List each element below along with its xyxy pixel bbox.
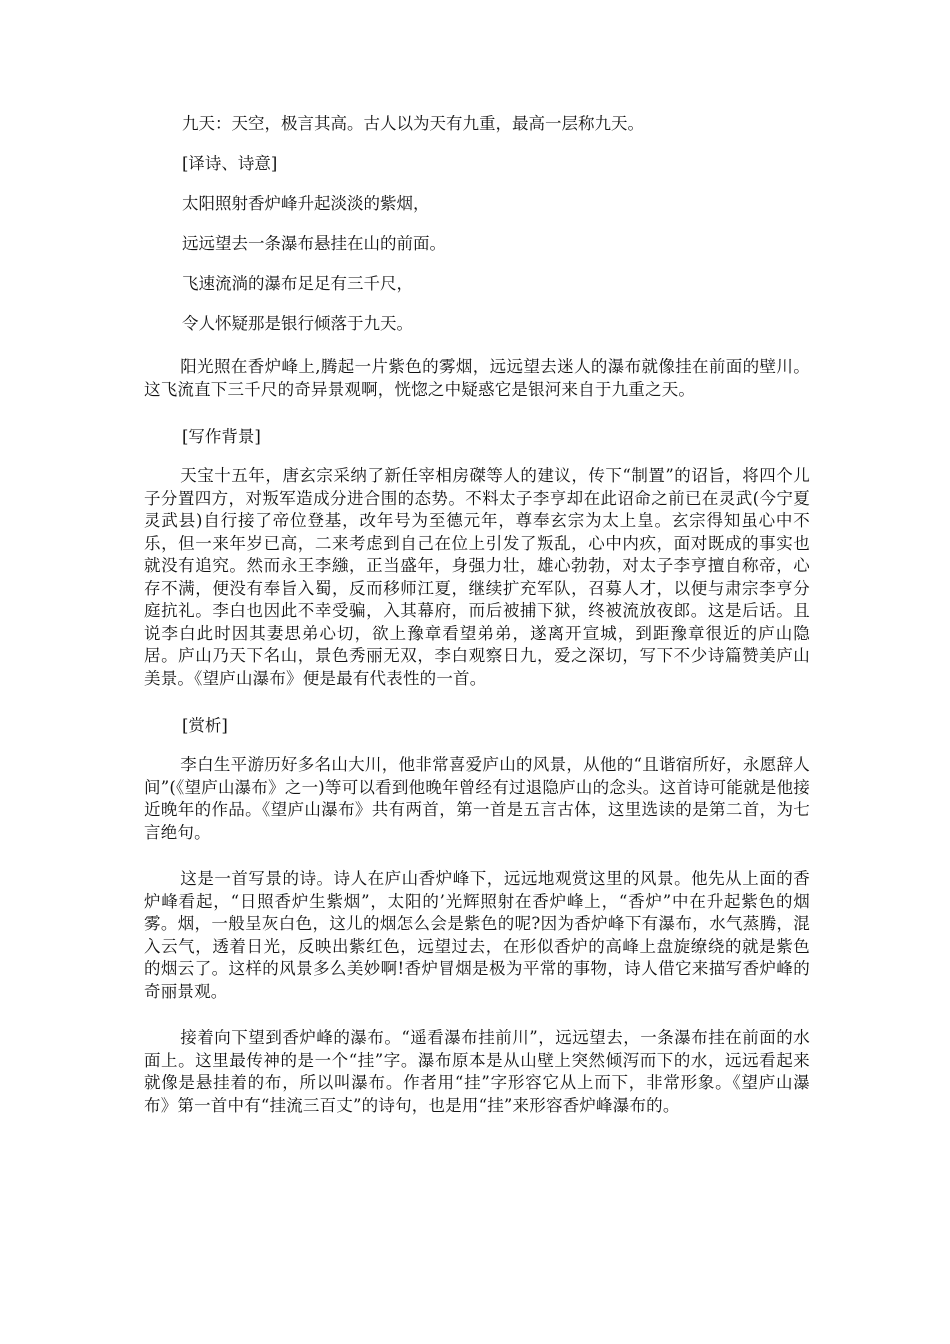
document-page	[144, 112, 810, 1141]
translation-heading: [译诗、诗意]	[182, 154, 278, 173]
background-paragraph: 天宝十五年，唐玄宗采纳了新任宰相房磔等人的建议，传下“制置”的诏旨，将四个儿子分置四方，对叛军造成分进合围的态势。不料太子李亨却在此诏命之前已在灵武(今宁夏灵武县)自行接了帝位登基，改年号为至德元年，尊奉玄宗为太上皇。玄宗得知虽心中不乐，但一来年岁已高，二来考虑到自己在位上引发了叛乱，心中内疚，面对既成的事实也就没有追究。然而永王李繈，正当盛年，身强力壮，雄心勃勃，对太子李亨擅自称帝，心存不满，便没有奉旨入蜀，反而移师江夏，继续扩充军队，召募人才，以便与肃宗李亨分庭抗礼。李白也因此不幸受骗，入其幕府，而后被捕下狱，终被流放夜郎。这是后话。且说李白此时因其妻思弟心切，欲上豫章看望弟弟，遂离开宣城，到距豫章很近的庐山隐居。庐山乃天下名山，景色秀丽无双，李白观察日九，爱之深切，写下不少诗篇赞美庐山美景。《望庐山瀑布》便是最有代表性的一首。	[144, 466, 810, 688]
translation-line: 飞速流淌的瀑布足足有三千尺，	[182, 274, 413, 293]
appreciation-paragraph: 李白生平游历好多名山大川，他非常喜爱庐山的风景，从他的“且谐宿所好，永愿辞人间”(《望庐山瀑布》之一)等可以看到他晚年曾经有过退隐庐山的念头。这首诗可能就是他接近晚年的作品。《望庐山瀑布》共有两首，第一首是五言古体，这里选读的是第二首，为七言绝句。	[144, 755, 810, 842]
translation-line: 太阳照射香炉峰升起淡淡的紫烟，	[182, 194, 430, 213]
note-jiutian: 九天：天空，极言其高。古人以为天有九重，最高一层称九天。	[182, 114, 644, 133]
appreciation-paragraph: 接着向下望到香炉峰的瀑布。“遥看瀑布挂前川”，远远望去，一条瀑布挂在前面的水面上。这里最传神的是一个“挂”字。瀑布原本是从山壁上突然倾泻而下的水，远远看起来就像是悬挂着的布，所以叫瀑布。作者用“挂”字形容它从上而下，非常形象。《望庐山瀑布》第一首中有“挂流三百丈”的诗句，也是用“挂”来形容香炉峰瀑布的。	[144, 1028, 810, 1115]
translation-line: 令人怀疑那是银行倾落于九天。	[182, 314, 413, 333]
translation-paragraph: 阳光照在香炉峰上,腾起一片紫色的雾烟，远远望去迷人的瀑布就像挂在前面的壁川。这飞流直下三千尺的奇异景观啊，恍惚之中疑惑它是银河来自于九重之天。	[144, 357, 810, 399]
appreciation-heading: [赏析]	[182, 716, 228, 735]
translation-line: 远远望去一条瀑布悬挂在山的前面。	[182, 234, 446, 253]
background-heading: [写作背景]	[182, 427, 261, 446]
appreciation-paragraph: 这是一首写景的诗。诗人在庐山香炉峰下，远远地观赏这里的风景。他先从上面的香炉峰看起，“日照香炉生紫烟”，太阳的’光辉照射在香炉峰上，“香炉”中在升起紫色的烟雾。烟，一般呈灰白色，这儿的烟怎么会是紫色的呢?因为香炉峰下有瀑布，水气蒸腾，混入云气，透着日光，反映出紫红色，远望过去，在形似香炉的高峰上盘旋缭绕的就是紫色的烟云了。这样的风景多么美妙啊!香炉冒烟是极为平常的事物，诗人借它来描写香炉峰的奇丽景观。	[144, 869, 810, 1001]
